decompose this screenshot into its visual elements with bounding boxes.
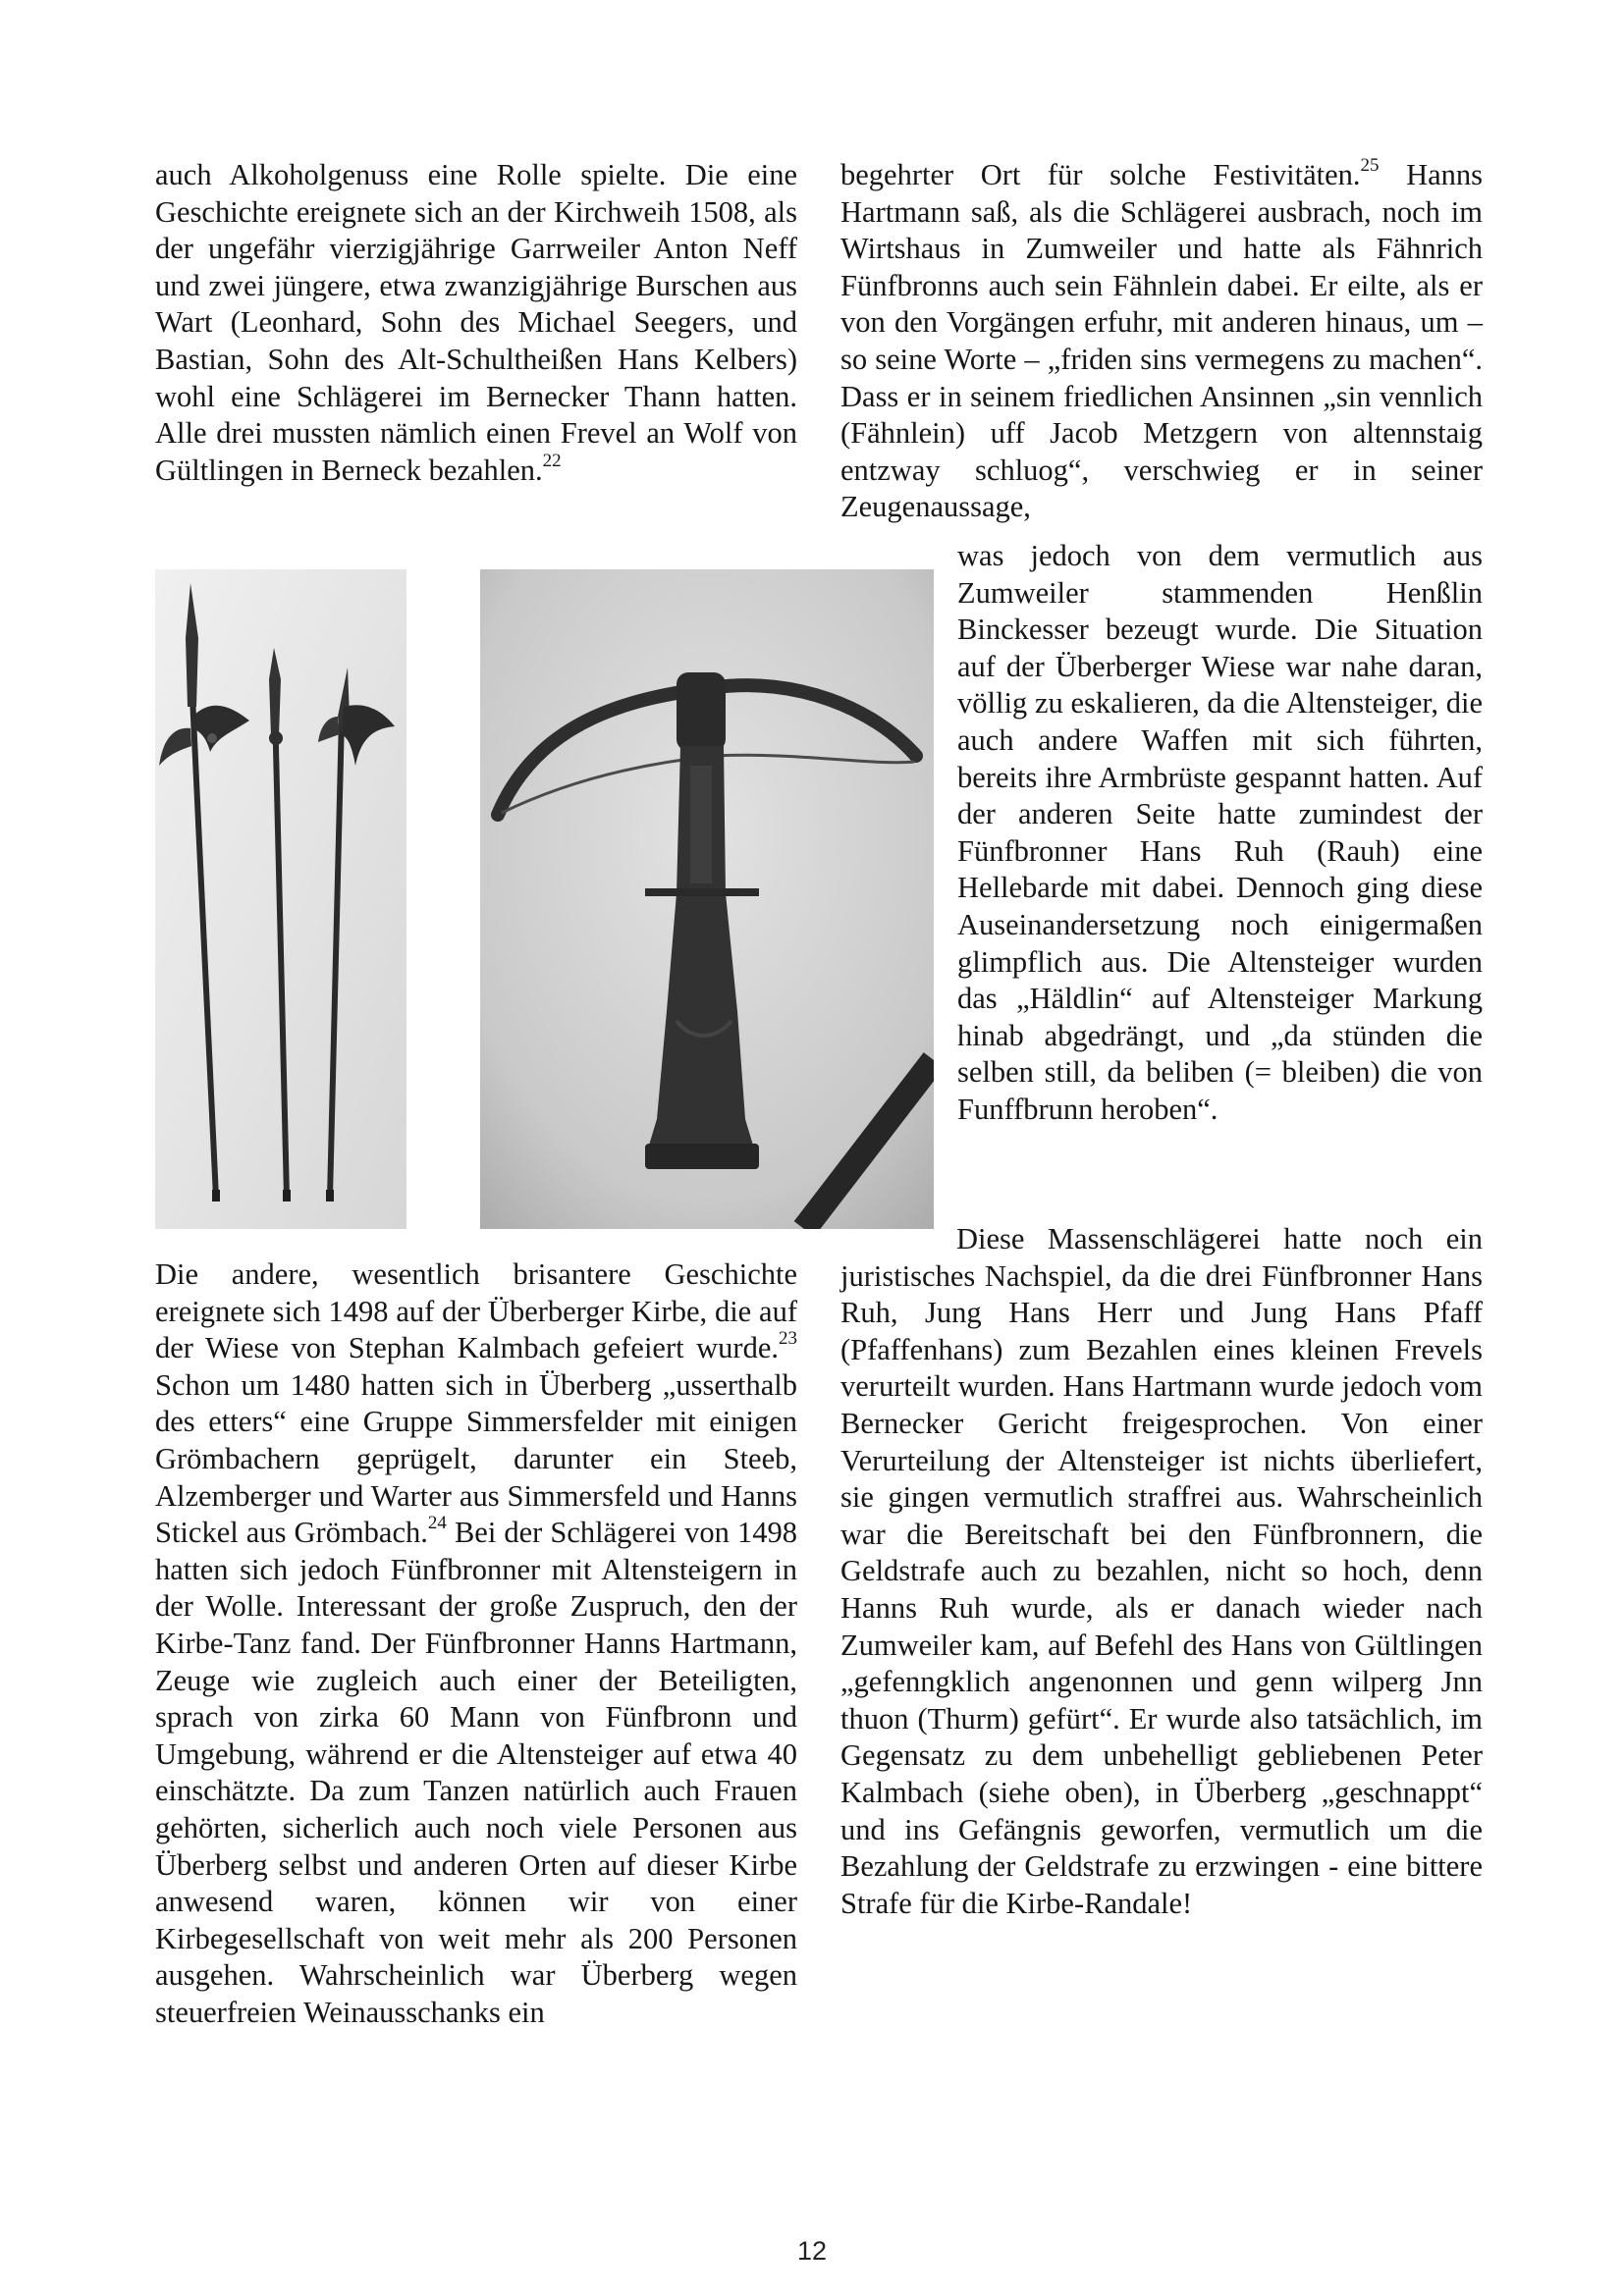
paragraph-nachspiel: Diese Massenschlägerei hatte noch ein juristisches Nachspiel, da die drei Fünfbronner Hans Ruh, Jung Hans Herr und Jung Hans Pfaff (Pfaffenhans) zum Bezahlen eines kleinen Frevels verurteilt wurden. Hans Hartmann wurde jedoch vom Bernecker Gericht freigesprochen. Von einer Verurteilung der Altensteiger ist nichts überliefert, sie gingen vermutlich straffrei aus. Wahrscheinlich war die Bereitschaft bei den Fünfbronnern, die Geldstrafe auch zu bezahlen, nicht so hoch, denn Hanns Ruh wurde, als er danach wieder nach Zumweiler kam, auf Befehl des Hans von Gültlingen „gefenngklich angenonnen und genn wilperg Jnn thuon (Thurm) gefürt“. Er wurde also tatsächlich, im Gegensatz zu dem unbehelligt gebliebenen Peter Kalmbach (siehe oben), in Überberg „geschnappt“ und ins Gefängnis geworfen, vermutlich um die Bezahlung der Geldstrafe zu erzwingen - eine bittere Strafe für die Kirbe-Randale! <box>840 1222 1483 1920</box>
paragraph-kirchweih-1508: auch Alkoholgenuss eine Rolle spielte. Die eine Geschichte ereignete sich an der Kirchweih 1508, als der ungefähr vierzigjährige Garrweiler Anton Neff und zwei jüngere, etwa zwanzigjährige Burschen aus Wart (Leonhard, Sohn des Michael Seegers, und Bastian, Sohn des Alt-Schultheißen Hans Kelbers) wohl eine Schlägerei im Bernecker Thann hatten. Alle drei mussten nämlich einen Frevel an Wolf von Gültlingen in Berneck bezahlen.$^{22}$ <box>155 158 797 487</box>
paragraph-hanns-hartmann: begehrter Ort für solche Festivitäten.$^{25}$ Hanns Hartmann saß, als die Schlägerei ausbrach, noch im Wirtshaus in Zumweiler und hatte als Fähnrich Fünfbronns auch sein Fähnlein dabei. Er eilte, als er von den Vorgängen erfuhr, mit anderen hinaus, um – so seine Worte – „friden sins vermegens zu machen“. Dass er in seinem friedlichen Ansinnen „sin vennlich (Fähnlein) uff Jacob Metzgern von altennstaig entzway schluog“, verschwieg er in seiner Zeugenaussage, <box>840 154 1483 524</box>
paragraph-kirbe-1498: Die andere, wesentlich brisantere Geschichte ereignete sich 1498 auf der Überberger Kirbe, die auf der Wiese von Stephan Kalmbach gefeiert wurde.$^{23}$ Schon um 1480 hatten sich in Überberg „usserthalb des etters“ eine Gruppe Simmersfelder mit einigen Grömbachern geprügelt, darunter ein Steeb, Alzemberger und Warter aus Simmersfeld und Hanns Stickel aus Grömbach.$^{24}$ Bei der Schlägerei von 1498 hatten sich jedoch Fünfbronner mit Altensteigern in der Wolle. Interessant der große Zuspruch, den der Kirbe-Tanz fand. Der Fünfbronner Hanns Hartmann, Zeuge wie zugleich auch einer der Beteiligten, sprach von zirka 60 Mann von Fünfbronn und Umgebung, während er die Altensteiger auf etwa 40 einschätzte. Da zum Tanzen natürlich auch Frauen gehörten, sicherlich auch noch viele Personen aus Überberg selbst und anderen Orten auf dieser Kirbe anwesend waren, können wir von einer Kirbegesellschaft von weit mehr als 200 Personen ausgehen. Wahrscheinlich war Überberg wegen steuerfreien Weinausschanks ein <box>155 1257 797 2029</box>
paragraph-eskalation: was jedoch von dem vermutlich aus Zumweiler stammenden Henßlin Binckesser bezeugt wurde. Die Situation auf der Überberger Wiese war nahe daran, völlig zu eskalieren, da die Altensteiger, die auch andere Waffen mit sich führten, bereits ihre Armbrüste gespannt hatten. Auf der anderen Seite hatte zumindest der Fünfbronner Hans Ruh (Rauh) eine Hellebarde mit dabei. Dennoch ging diese Auseinandersetzung noch einigermaßen glimpflich aus. Die Altensteiger wurden das „Häldlin“ auf Altensteiger Markung hinab abgedrängt, und „da stünden die selben still, da beliben (= bleiben) die von Funffbrunn heroben“. <box>957 539 1483 1126</box>
footnote-ref-23: 23 <box>779 1328 797 1350</box>
footnote-ref-25: 25 <box>1360 154 1380 176</box>
footnote-ref-24: 24 <box>427 1513 447 1533</box>
page-number: 12 <box>796 2236 828 2266</box>
halberds-photo <box>155 569 406 1229</box>
crossbow-photo <box>480 569 934 1229</box>
footnote-ref-22: 22 <box>542 450 562 471</box>
